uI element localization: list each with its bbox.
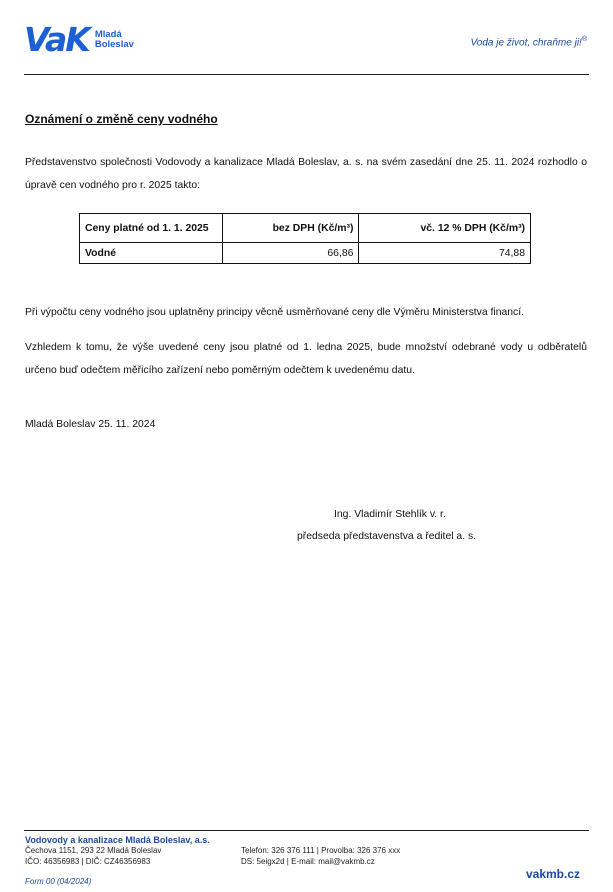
signatory-name: Ing. Vladimír Stehlík v. r. [334,509,446,520]
header-without-vat: bez DPH (Kč/m³) [223,214,359,243]
signatory-role: předseda představenstva a ředitel a. s. [297,531,477,542]
place-and-date: Mladá Boleslav 25. 11. 2024 [25,419,156,430]
logo-mark: VaK [24,20,89,59]
table-row [80,243,531,264]
company-logo [24,22,134,58]
logo-sub-line2: Boleslav [94,39,134,50]
footer-form-code: Form 00 (04/2024) [25,877,92,886]
footer-company: Vodovody a kanalizace Mladá Boleslav, a.s. [25,835,210,845]
footer-address: Čechova 1151, 293 22 Mladá Boleslav [25,846,162,855]
intro-paragraph: Představenstvo společnosti Vodovody a kanalizace Mladá Boleslav, a. s. na svém zasedání dne 25. 11. 2024 rozhodlo o úpravě cen vodného pro r. 2025 takto: [25,157,587,191]
footer-ids: IČO: 46356983 | DIČ: CZ46356983 [25,856,151,866]
footer-contact-block [241,846,400,867]
meter-reading-paragraph: Vzhledem k tomu, že výše uvedené ceny jsou platné od 1. ledna 2025, bude množství odebrané vody u odběratelů určeno buď odečtem měřicího zařízení nebo poměrným odečtem k uvedenému datu. [25,342,587,376]
price-with-vat: 74,88 [359,243,531,264]
logo-sub-line1: Mladá [94,29,122,40]
price-table [79,213,531,264]
price-without-vat: 66,86 [223,243,359,264]
document-title: Oznámení o změně ceny vodného [25,112,218,126]
header-divider [24,74,589,75]
footer-phone: Telefon: 326 376 111 | Provolba: 326 376 xxx [241,846,401,855]
pricing-principles-paragraph: Při výpočtu ceny vodného jsou uplatněny principy věcně usměrňované ceny dle Výměru Ministerstva financí. [25,307,525,318]
registered-mark: ® [581,36,587,43]
slogan [470,36,587,48]
logo-subtitle [95,30,134,50]
row-label: Vodné [80,243,223,264]
header-validity: Ceny platné od 1. 1. 2025 [80,214,223,243]
page-header [0,0,613,76]
header-with-vat: vč. 12 % DPH (Kč/m³) [359,214,531,243]
footer-website[interactable]: vakmb.cz [525,867,580,881]
price-table-header [80,214,531,243]
footer-ds-email: DS: 5eigx2d | E-mail: mail@vakmb.cz [241,856,375,866]
footer-divider [24,830,589,831]
footer-address-block [25,846,161,867]
slogan-text: Voda je život, chraňme ji! [470,37,582,49]
